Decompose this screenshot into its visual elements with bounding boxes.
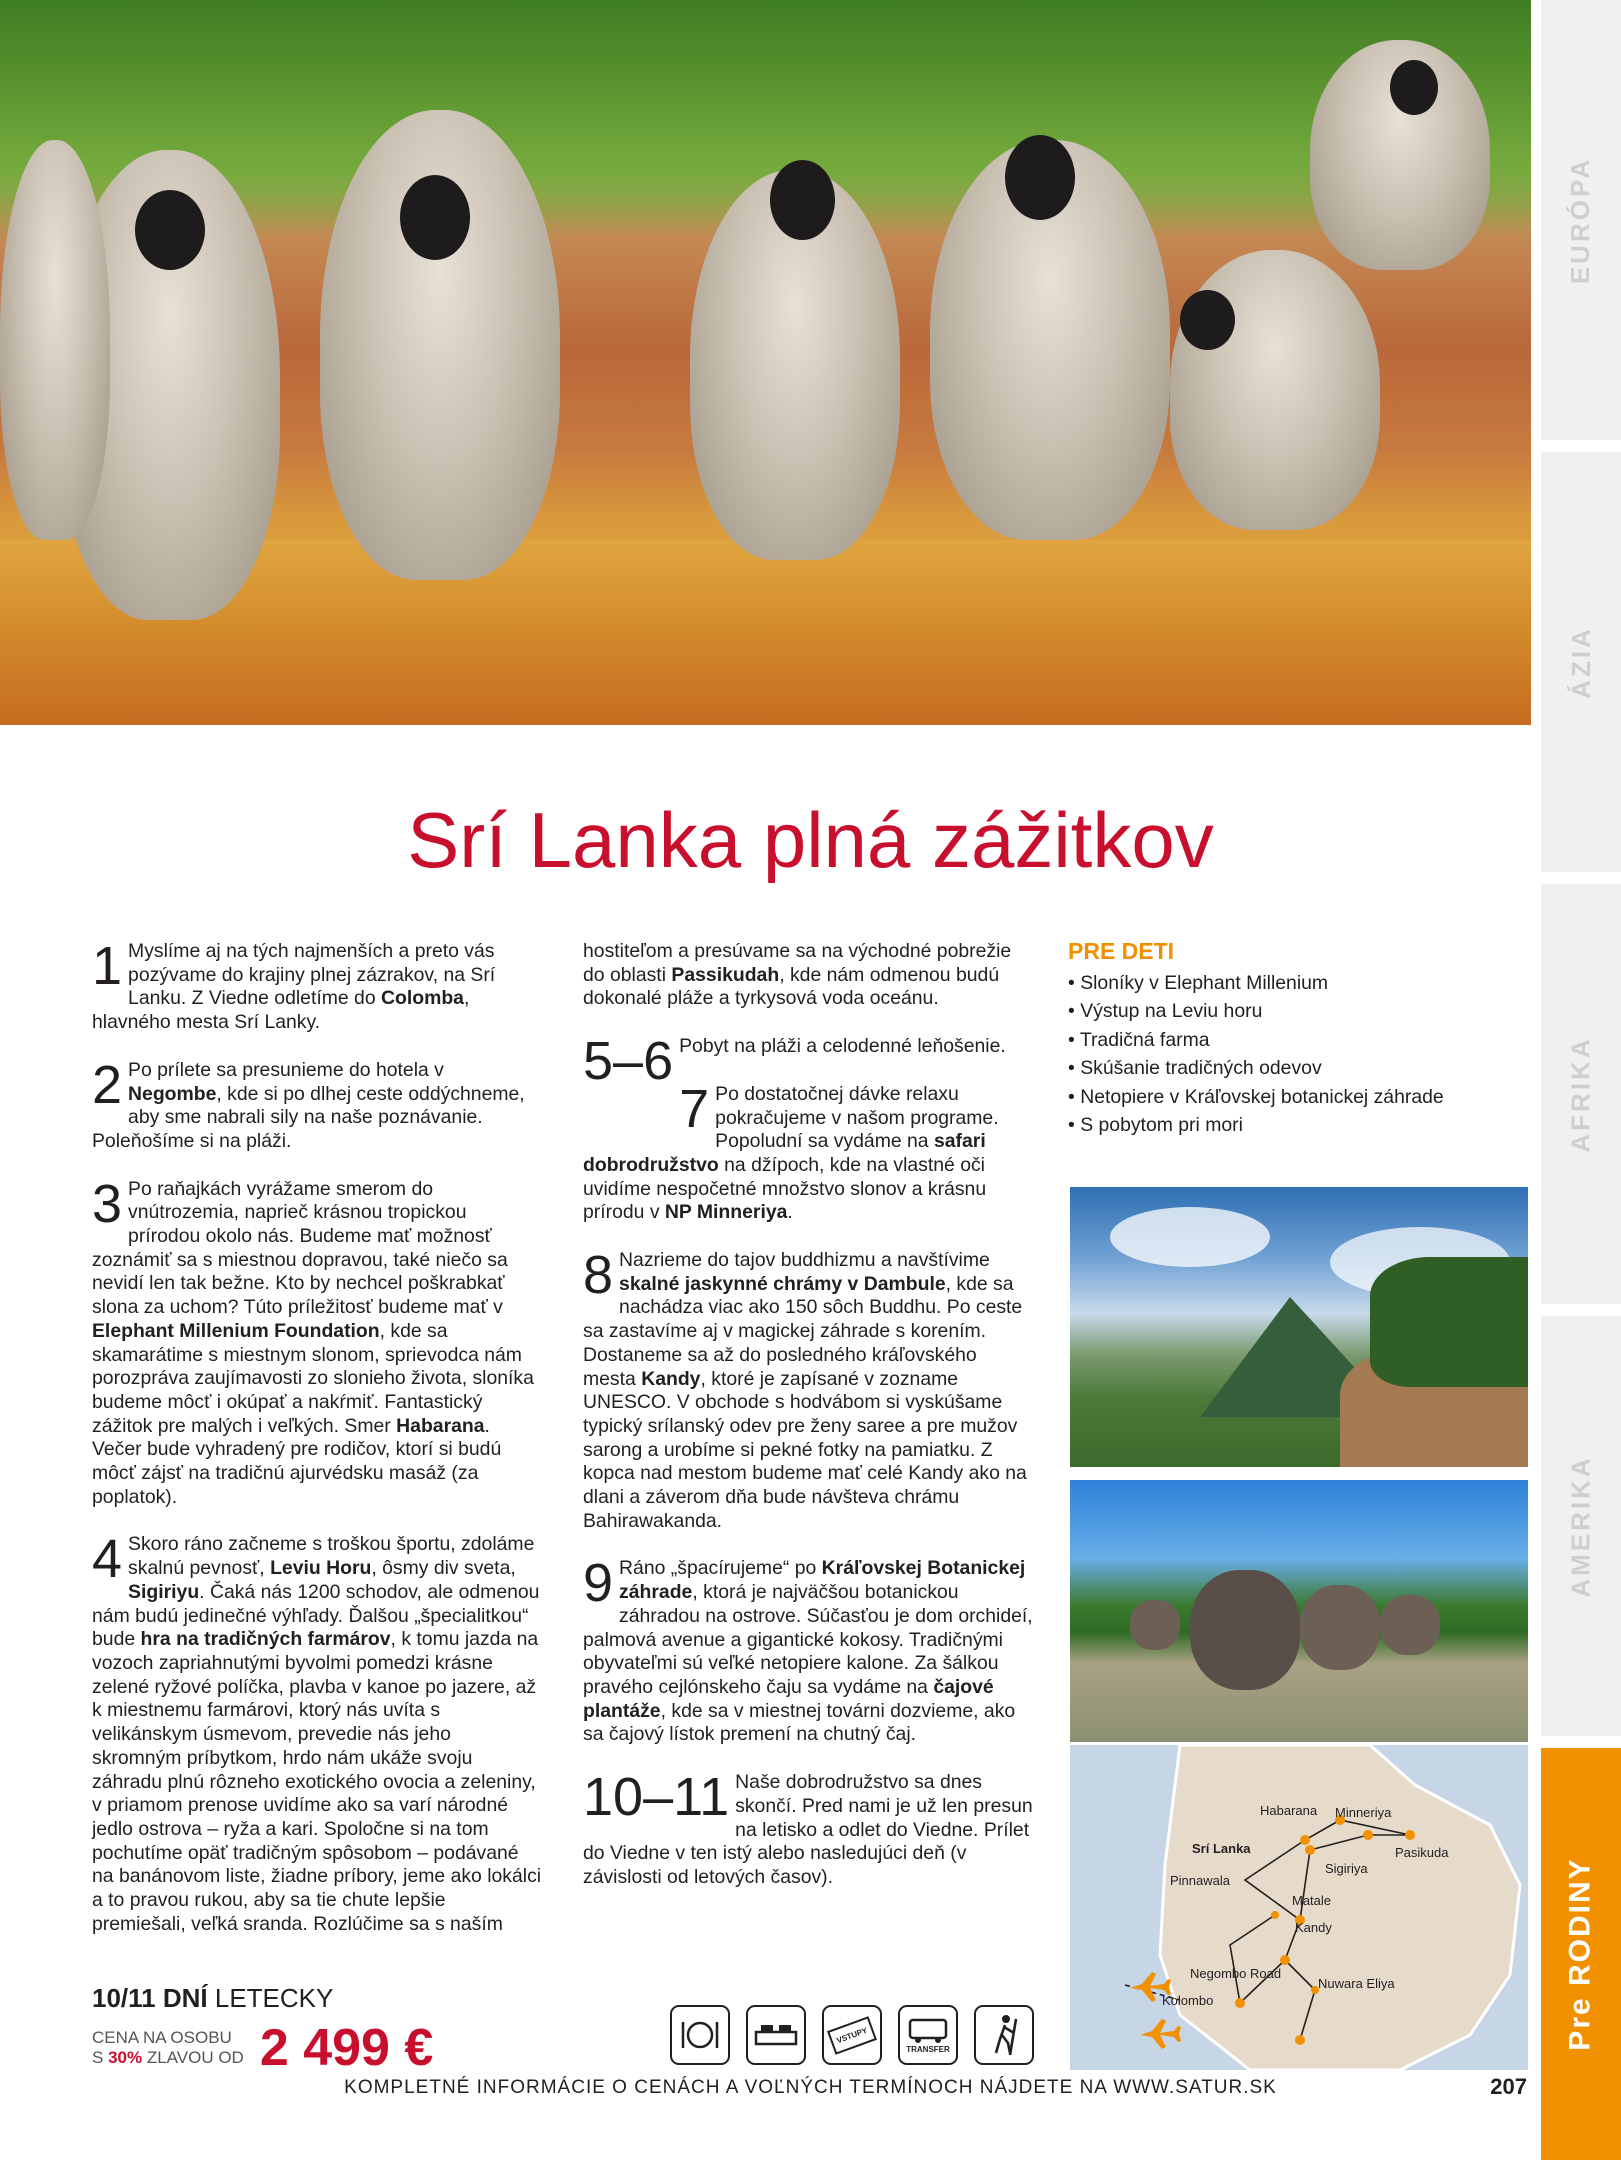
- list-item: • Tradičná farma: [1068, 1026, 1508, 1054]
- sri-lanka-map: [1070, 1745, 1528, 2070]
- tab-azia[interactable]: ÁZIA: [1541, 452, 1621, 872]
- day-5-6: 5–6 Pobyt na pláži a celodenné leňošenie.: [583, 1031, 1006, 1092]
- hero-photo-monkeys: [0, 0, 1531, 725]
- day-10-11: 10–11 Naše dobrodružstvo sa dnes skončí. Pred nami je už len presun na letisko a odlet do Viedne. Prílet do Viedne v ten istý alebo nasledujúci deň (v závislosti od letových časov).: [583, 1767, 1033, 1888]
- price-amount: 2 499 €: [259, 2019, 434, 2077]
- itinerary-column-1: [92, 936, 542, 1940]
- page-number: 207: [1490, 2074, 1527, 2099]
- map-label-country: Srí Lanka: [1192, 1841, 1251, 1856]
- tab-pre-rodiny[interactable]: Pre RODINY: [1541, 1748, 1621, 2160]
- hiking-icon: [974, 2005, 1034, 2065]
- route-map: [1070, 1745, 1528, 2070]
- tab-afrika[interactable]: AFRIKA: [1541, 884, 1621, 1304]
- map-label-sigiriya: Sigiriya: [1325, 1861, 1368, 1876]
- map-point: [1271, 1911, 1279, 1919]
- list-item: • Netopiere v Kráľovskej botanickej záhrade: [1068, 1083, 1508, 1111]
- map-label-kandy: Kandy: [1295, 1920, 1332, 1935]
- footer-info: KOMPLETNÉ INFORMÁCIE O CENÁCH A VOĽNÝCH TERMÍNOCH NÁJDETE NA WWW.SATUR.SK: [344, 2077, 1277, 2098]
- map-label-matale: Matale: [1292, 1893, 1332, 1908]
- day-1: 1 Myslíme aj na tých najmenších a preto vás pozývame do krajiny plnej zázrakov, na Srí Lanku. Z Viedne odletíme do Colomba, hlavného mesta Srí Lanky.: [92, 936, 496, 1034]
- elephants-photo: [1070, 1480, 1528, 1742]
- service-icons: [670, 2005, 1034, 2065]
- map-label-habarana: Habarana: [1260, 1803, 1318, 1818]
- day-2: 2 Po prílete sa presunieme do hotela v Negombe, kde si po dlhej ceste oddýchneme, aby sme nabrali sily na naše poznávanie. Poleňošíme si na pláži.: [92, 1054, 525, 1152]
- map-point: [1405, 1830, 1415, 1840]
- list-item: • S pobytom pri mori: [1068, 1111, 1508, 1139]
- tab-amerika[interactable]: AMERIKA: [1541, 1316, 1621, 1736]
- day-4-cont: hostiteľom a presúvame sa na východné pobrežie do oblasti Passikudah, kde nám odmenou budú dokonalé pláže a tyrkysová voda oceánu.: [583, 940, 1012, 1010]
- monkey: [0, 140, 110, 540]
- map-point: [1280, 1955, 1290, 1965]
- day-7: 7 Po dostatočnej dávke relaxu pokračujeme v našom programe. Popoludní sa vydáme na safari dobrodružstvo na džípoch, kde na vlastné oči uvidíme nespočetné množstvo slonov a krásnu prírodu v NP Minneriya.: [583, 1078, 999, 1224]
- map-label-negombo-road: Negombo Road: [1190, 1966, 1282, 1981]
- duration: 10/11 DNÍ: [92, 1983, 208, 2013]
- list-item: • Skúšanie tradičných odevov: [1068, 1054, 1508, 1082]
- map-label-kolombo: Kolombo: [1162, 1993, 1214, 2008]
- map-point: [1300, 1835, 1310, 1845]
- ticket-icon: VSTUPY: [822, 2005, 882, 2065]
- map-label-pasikuda: Pasikuda: [1395, 1845, 1449, 1860]
- meals-icon: [670, 2005, 730, 2065]
- map-point: [1295, 2035, 1305, 2045]
- pre-deti-list: [1068, 969, 1508, 1139]
- list-item: • Výstup na Leviu horu: [1068, 997, 1508, 1025]
- map-point: [1235, 1998, 1245, 2008]
- pre-deti-box: [1068, 938, 1508, 1139]
- bed-icon: [746, 2005, 806, 2065]
- day-9: 9 Ráno „špacírujeme“ po Kráľovskej Botanickej záhrade, ktorá je najväčšou botanickou záhradou na ostrove. Súčasťou je dom orchideí, palmová avenue a gigantické kokosy. Tradičnými obyvateľmi sú veľké netopiere kalone. Za šálkou pravého cejlónskeho čaju sa vydáme na čajové plantáže, kde sa v miestnej továrni dozvieme, ako sa čajový lístok premení na chutný čaj.: [583, 1553, 1033, 1746]
- map-point: [1305, 1845, 1315, 1855]
- map-point: [1363, 1830, 1373, 1840]
- itinerary-column-2: [583, 940, 1033, 1940]
- page-title: Srí Lanka plná zážitkov: [407, 796, 1214, 884]
- day-3: 3 Po raňajkách vyrážame smerom do vnútrozemia, naprieč krásnou tropickou prírodou okolo nás. Budeme mať možnosť zoznámiť sa s miestnou dopravou, také niečo sa nevidí len tak bežne. Kto by nechcel poškrabkať slona za uchom? Túto príležitosť budeme mať v Elephant Millenium Foundation, kde sa skamarátime s miestnym slonom, sprievodca nám porozpráva zaujímavosti zo slonieho života, sloníka budeme môcť i okúpať a nakŕmiť. Fantastický zážitok pre malých i veľkých. Smer Habarana. Večer bude vyhradený pre rodičov, ktorí si budú môcť zájsť na tradičnú ajurvédsku masáž (za poplatok).: [92, 1173, 534, 1508]
- day-4: 4 Skoro ráno začneme s troškou športu, zdoláme skalnú pevnosť, Leviu Horu, ôsmy div sveta, Sigiriyu. Čaká nás 1200 schodov, ale odmenou nám budú jedinečné výhľady. Ďalšou „špecialitkou“ bude hra na tradičných farmárov, k tomu jazda na vozoch zapriahnutými byvolmi pomedzi krásne zelené ryžové políčka, plavba v kanoe po jazere, až k miestnemu farmárovi, ktorý nás uvíta s velikánskym úsmevom, prevedie nás jeho skromným príbytkom, hrdo nám ukáže svoju záhradu plnú rôzneho exotického ovocia a zeleniny, v priamom prenose uvidíme ako sa varí národné jedlo ostrova – ryža a kari. Spoločne si na tom pochutíme opäť tradičným spôsobom – podávané na banánovom liste, žiadne príbory, jeme ako lokálci a to pravou rukou, aby sa tie chute lepšie premiešali, veľká sranda. Rozlúčime sa s naším: [92, 1529, 542, 1935]
- bus-icon: TRANSFER: [898, 2005, 958, 2065]
- map-label-minneriya: Minneriya: [1335, 1805, 1392, 1820]
- mountain-view-photo: [1070, 1187, 1528, 1467]
- day-8: 8 Nazrieme do tajov buddhizmu a navštívime skalné jaskynné chrámy v Dambule, kde sa nachádza viac ako 150 sôch Buddhu. Po ceste sa zastavíme aj v magickej záhrade s korením. Dostaneme sa až do posledného kráľovského mesta Kandy, ktoré je zapísané v zozname UNESCO. V obchode s hodvábom si vyskúšame typický srílanský odev pre ženy saree a pre mužov sarong a urobíme si pekné fotky na pamiatku. Z kopca nad mestom budeme mať celé Kandy ako na dlani a záverom dňa bude návšteva chrámu Bahirawakanda.: [583, 1245, 1027, 1532]
- price-label: CENA NA OSOBU: [92, 2028, 232, 2047]
- map-label-nuwara-eliya: Nuwara Eliya: [1318, 1976, 1395, 1991]
- price-block: 10/11 DNÍ LETECKY CENA NA OSOBU S 30% ZLAVOU OD 2 499 €: [92, 1983, 434, 2077]
- list-item: • Sloníky v Elephant Millenium: [1068, 969, 1508, 997]
- map-label-pinnawala: Pinnawala: [1170, 1873, 1230, 1888]
- transport-type: LETECKY: [214, 1983, 334, 2013]
- discount-badge: 30%: [108, 2048, 143, 2067]
- tab-europa[interactable]: EURÓPA: [1541, 0, 1621, 440]
- pre-deti-heading: PRE DETI: [1068, 938, 1175, 964]
